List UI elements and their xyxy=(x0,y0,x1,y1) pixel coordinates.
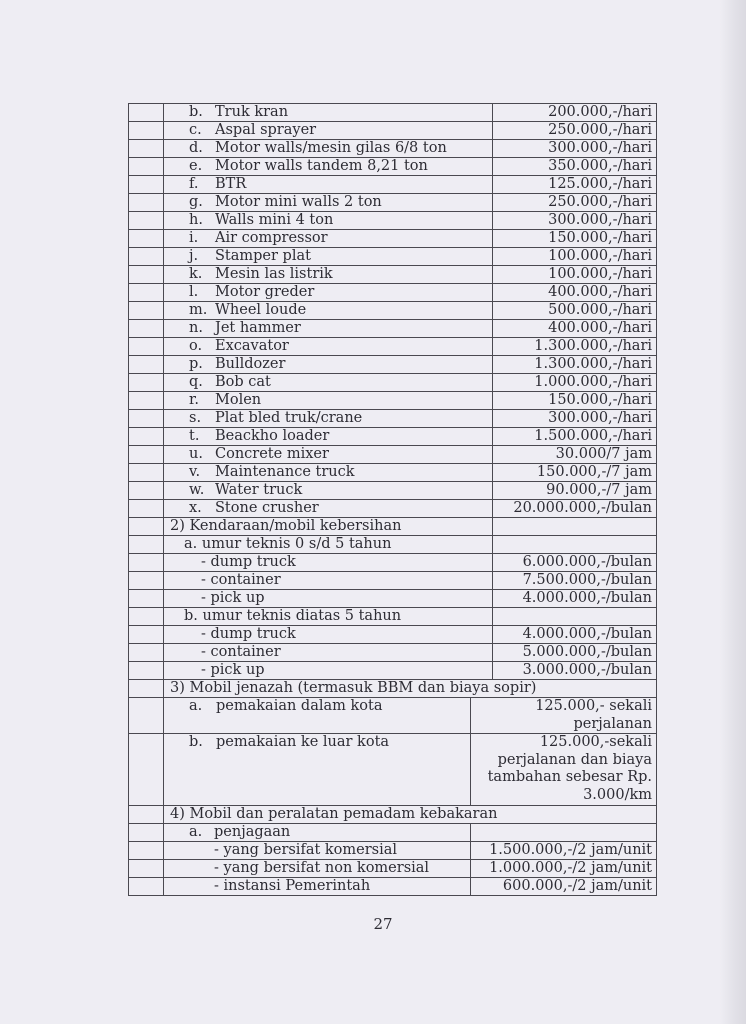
item-rate: 350.000,-/hari xyxy=(493,158,657,176)
item-label: - dump truck xyxy=(164,626,493,644)
item-label: Walls mini 4 ton xyxy=(215,212,334,228)
item-label: Aspal sprayer xyxy=(215,122,317,138)
item-cell xyxy=(164,446,493,464)
item-label: Bulldozer xyxy=(215,356,286,372)
item-letter: j. xyxy=(189,248,199,264)
item-cell xyxy=(164,464,493,482)
table-row xyxy=(129,464,657,482)
table-row xyxy=(129,554,657,572)
page-number: 27 xyxy=(373,915,393,933)
table-row xyxy=(129,572,657,590)
item-label: Molen xyxy=(215,392,262,408)
rate-line: 125.000,-sekali xyxy=(539,734,653,751)
table-row xyxy=(129,266,657,284)
item-rate: 6.000.000,-/bulan xyxy=(493,554,657,572)
item-label: Excavator xyxy=(215,338,289,354)
item-letter: n. xyxy=(189,320,203,336)
table-row xyxy=(129,356,657,374)
item-rate: 250.000,-/hari xyxy=(493,194,657,212)
empty-cell xyxy=(129,428,164,446)
table-row xyxy=(129,428,657,446)
item-label: Bob cat xyxy=(215,374,271,390)
table-row xyxy=(129,877,657,895)
item-cell xyxy=(164,140,493,158)
item-label: - instansi Pemerintah xyxy=(164,877,471,895)
table-row xyxy=(129,662,657,680)
item-letter: w. xyxy=(189,482,205,498)
item-letter: k. xyxy=(189,266,203,282)
item-rate: 1.500.000,-/2 jam/unit xyxy=(471,841,657,859)
item-rate: 100.000,-/hari xyxy=(493,248,657,266)
item-letter: f. xyxy=(189,176,199,192)
empty-cell xyxy=(129,284,164,302)
table-row xyxy=(129,374,657,392)
group-title: b. umur teknis diatas 5 tahun xyxy=(164,608,493,626)
empty-cell xyxy=(129,176,164,194)
rate-line: tambahan sebesar Rp. xyxy=(487,769,653,786)
empty-cell xyxy=(129,662,164,680)
item-label: Truk kran xyxy=(215,104,289,120)
item-label: Stone crusher xyxy=(215,500,319,516)
empty-cell xyxy=(129,877,164,895)
table-row xyxy=(129,392,657,410)
table-row xyxy=(129,194,657,212)
item-cell xyxy=(164,158,493,176)
item-rate: 125.000,-/hari xyxy=(493,176,657,194)
item-rate: 300.000,-/hari xyxy=(493,410,657,428)
item-label: - container xyxy=(164,572,493,590)
item-cell xyxy=(164,338,493,356)
item-label: Motor mini walls 2 ton xyxy=(215,194,382,210)
item-cell xyxy=(164,410,493,428)
item-rate: 150.000,-/hari xyxy=(493,230,657,248)
empty-cell xyxy=(129,158,164,176)
table-row xyxy=(129,248,657,266)
item-label: Maintenance truck xyxy=(215,464,355,480)
item-label: Jet hammer xyxy=(215,320,301,336)
item-label: pemakaian ke luar kota xyxy=(216,734,390,751)
item-label: pemakaian dalam kota xyxy=(216,698,383,714)
item-rate xyxy=(471,734,657,805)
empty-cell xyxy=(129,608,164,626)
item-letter: t. xyxy=(189,428,200,444)
item-letter: h. xyxy=(189,212,203,228)
item-rate: 400.000,-/hari xyxy=(493,320,657,338)
item-rate: 20.000.000,-/bulan xyxy=(493,500,657,518)
item-letter: s. xyxy=(189,410,202,426)
table-row xyxy=(129,446,657,464)
item-cell xyxy=(164,374,493,392)
section-title: 2) Kendaraan/mobil kebersihan xyxy=(164,518,493,536)
empty-cell xyxy=(129,212,164,230)
rate-line: perjalanan dan biaya xyxy=(497,751,653,768)
item-label: Water truck xyxy=(215,482,303,498)
item-letter: v. xyxy=(189,464,201,480)
item-rate: 1.500.000,-/hari xyxy=(493,428,657,446)
item-label: Motor walls tandem 8,21 ton xyxy=(215,158,428,174)
item-cell xyxy=(164,104,493,122)
empty-cell xyxy=(471,823,657,841)
item-letter: d. xyxy=(189,140,203,156)
table-row xyxy=(129,734,657,805)
item-letter: q. xyxy=(189,374,203,390)
item-label: Concrete mixer xyxy=(215,446,329,462)
empty-cell xyxy=(129,644,164,662)
table-row xyxy=(129,859,657,877)
item-label: - pick up xyxy=(164,590,493,608)
item-cell xyxy=(164,500,493,518)
table-row xyxy=(129,302,657,320)
empty-cell xyxy=(129,194,164,212)
item-rate: 90.000,-/7 jam xyxy=(493,482,657,500)
empty-cell xyxy=(129,626,164,644)
rates-table xyxy=(128,103,657,896)
empty-cell xyxy=(129,410,164,428)
item-label: BTR xyxy=(215,176,247,192)
empty-cell xyxy=(129,554,164,572)
table-row xyxy=(129,212,657,230)
item-cell xyxy=(164,356,493,374)
table-row xyxy=(129,518,657,536)
item-letter: b. xyxy=(189,104,203,120)
item-rate: 600.000,-/2 jam/unit xyxy=(471,877,657,895)
item-label: Motor walls/mesin gilas 6/8 ton xyxy=(215,140,447,156)
table-row xyxy=(129,482,657,500)
item-rate: 4.000.000,-/bulan xyxy=(493,626,657,644)
item-rate: 250.000,-/hari xyxy=(493,122,657,140)
table-row xyxy=(129,644,657,662)
empty-cell xyxy=(129,140,164,158)
table-row xyxy=(129,320,657,338)
item-rate: 30.000/7 jam xyxy=(493,446,657,464)
empty-cell xyxy=(129,122,164,140)
item-letter: c. xyxy=(189,122,202,138)
item-cell xyxy=(164,248,493,266)
item-letter: x. xyxy=(189,500,202,516)
item-rate: 3.000.000,-/bulan xyxy=(493,662,657,680)
table-row xyxy=(129,536,657,554)
scan-edge-shadow xyxy=(720,0,746,1024)
item-rate: 150.000,-/hari xyxy=(493,392,657,410)
item-rate: 500.000,-/hari xyxy=(493,302,657,320)
table-row xyxy=(129,230,657,248)
item-label: Mesin las listrik xyxy=(215,266,333,282)
table-row xyxy=(129,590,657,608)
table-row xyxy=(129,104,657,122)
group-cell xyxy=(164,823,471,841)
item-rate: 400.000,-/hari xyxy=(493,284,657,302)
empty-cell xyxy=(129,482,164,500)
item-rate: 1.300.000,-/hari xyxy=(493,338,657,356)
empty-cell xyxy=(129,518,164,536)
item-rate xyxy=(471,698,657,734)
item-letter: g. xyxy=(189,194,203,210)
empty-cell xyxy=(129,392,164,410)
empty-cell xyxy=(129,859,164,877)
item-cell xyxy=(164,194,493,212)
table-row xyxy=(129,823,657,841)
item-cell xyxy=(164,428,493,446)
empty-cell xyxy=(129,464,164,482)
item-rate: 300.000,-/hari xyxy=(493,140,657,158)
table-row xyxy=(129,140,657,158)
item-rate: 1.000.000,-/hari xyxy=(493,374,657,392)
table-row xyxy=(129,680,657,698)
item-cell xyxy=(164,482,493,500)
item-label: - dump truck xyxy=(164,554,493,572)
table-row xyxy=(129,805,657,823)
rate-line: 125.000,- sekali xyxy=(535,698,653,714)
item-rate: 300.000,-/hari xyxy=(493,212,657,230)
table-row xyxy=(129,122,657,140)
empty-cell xyxy=(129,734,164,805)
section-title: 4) Mobil dan peralatan pemadam kebakaran xyxy=(164,805,657,823)
item-cell xyxy=(164,266,493,284)
empty-cell xyxy=(129,230,164,248)
item-cell xyxy=(164,284,493,302)
rate-line: 3.000/km xyxy=(583,786,653,803)
item-rate: 200.000,-/hari xyxy=(493,104,657,122)
item-letter: i. xyxy=(189,230,199,246)
empty-cell xyxy=(129,446,164,464)
empty-cell xyxy=(493,608,657,626)
item-letter: l. xyxy=(189,284,199,300)
table-row xyxy=(129,176,657,194)
item-label: - pick up xyxy=(164,662,493,680)
item-cell xyxy=(164,734,471,805)
item-letter: u. xyxy=(189,446,203,462)
item-cell xyxy=(164,230,493,248)
item-letter: r. xyxy=(189,392,199,408)
empty-cell xyxy=(129,841,164,859)
item-rate: 100.000,-/hari xyxy=(493,266,657,284)
empty-cell xyxy=(129,302,164,320)
empty-cell xyxy=(129,356,164,374)
empty-cell xyxy=(129,572,164,590)
table-row xyxy=(129,626,657,644)
table-row xyxy=(129,841,657,859)
table-row xyxy=(129,698,657,734)
table-row xyxy=(129,338,657,356)
table-row xyxy=(129,500,657,518)
empty-cell xyxy=(129,374,164,392)
item-letter: b. xyxy=(189,734,203,751)
group-letter: a. xyxy=(189,823,203,840)
empty-cell xyxy=(129,823,164,841)
item-letter: e. xyxy=(189,158,203,174)
empty-cell xyxy=(493,518,657,536)
empty-cell xyxy=(129,680,164,698)
item-label: - yang bersifat komersial xyxy=(164,841,471,859)
item-letter: o. xyxy=(189,338,203,354)
empty-cell xyxy=(129,104,164,122)
item-label: Motor greder xyxy=(215,284,315,300)
item-label: Beackho loader xyxy=(215,428,330,444)
rates-table-body xyxy=(129,104,657,896)
item-letter: m. xyxy=(189,302,208,318)
item-label: Air compressor xyxy=(215,230,328,246)
item-cell xyxy=(164,176,493,194)
group-label: penjagaan xyxy=(214,823,291,840)
empty-cell xyxy=(129,536,164,554)
item-label: Stamper plat xyxy=(215,248,311,264)
item-rate: 150.000,-/7 jam xyxy=(493,464,657,482)
item-label: Plat bled truk/crane xyxy=(215,410,363,426)
item-letter: a. xyxy=(189,698,203,714)
empty-cell xyxy=(129,698,164,734)
item-rate: 5.000.000,-/bulan xyxy=(493,644,657,662)
item-label: Wheel loude xyxy=(215,302,307,318)
rate-line: perjalanan xyxy=(573,715,653,732)
item-rate: 4.000.000,-/bulan xyxy=(493,590,657,608)
item-rate: 7.500.000,-/bulan xyxy=(493,572,657,590)
table-row xyxy=(129,608,657,626)
empty-cell xyxy=(129,500,164,518)
empty-cell xyxy=(129,248,164,266)
empty-cell xyxy=(129,338,164,356)
item-letter: p. xyxy=(189,356,203,372)
item-cell xyxy=(164,320,493,338)
item-rate: 1.300.000,-/hari xyxy=(493,356,657,374)
empty-cell xyxy=(129,590,164,608)
empty-cell xyxy=(129,320,164,338)
item-label: - container xyxy=(164,644,493,662)
empty-cell xyxy=(493,536,657,554)
empty-cell xyxy=(129,805,164,823)
empty-cell xyxy=(129,266,164,284)
section-title: 3) Mobil jenazah (termasuk BBM dan biaya sopir) xyxy=(164,680,657,698)
table-row xyxy=(129,410,657,428)
item-cell xyxy=(164,698,471,734)
item-cell xyxy=(164,122,493,140)
item-cell xyxy=(164,212,493,230)
table-row xyxy=(129,284,657,302)
item-label: - yang bersifat non komersial xyxy=(164,859,471,877)
item-rate: 1.000.000,-/2 jam/unit xyxy=(471,859,657,877)
group-title: a. umur teknis 0 s/d 5 tahun xyxy=(164,536,493,554)
item-cell xyxy=(164,392,493,410)
item-cell xyxy=(164,302,493,320)
table-row xyxy=(129,158,657,176)
